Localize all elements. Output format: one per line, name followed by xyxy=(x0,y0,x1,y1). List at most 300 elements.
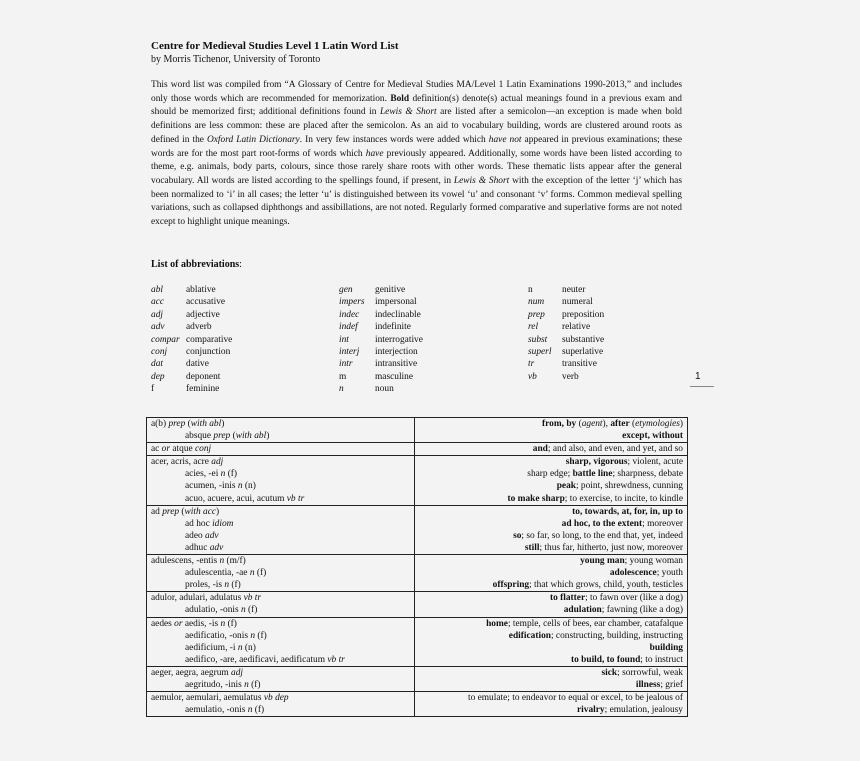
page-number-rule xyxy=(690,386,714,387)
derived-word-line xyxy=(151,430,410,442)
text-run: ; that which grows, child, youth, testicles xyxy=(529,580,683,591)
text-run: proles, -is xyxy=(185,580,225,591)
text-run: young man xyxy=(580,556,625,567)
definition-line xyxy=(419,679,683,691)
text-run: edification xyxy=(508,630,551,641)
abbreviation-row xyxy=(151,383,232,395)
text-run: are listed after a semicolon—an exception is made when bold definitions are less common: these are placed after the semicolon. As an aid to vocabulary building, words are clustered around roots as defined in the xyxy=(151,107,682,145)
text-run: sick xyxy=(601,667,618,678)
abbreviation-meaning: noun xyxy=(375,384,394,395)
text-run: ; to fawn over (like a dog) xyxy=(585,593,683,604)
abbreviation-meaning: conjunction xyxy=(186,347,231,358)
text-run: This word list was compiled from “A Glossary of Centre for Medieval Studies MA/Level 1 Latin Examinations 1990-2013,” and includes only those words which are recommended for memorization. xyxy=(151,80,682,104)
abbreviation-row xyxy=(528,296,604,308)
abbreviation-meaning: comparative xyxy=(186,334,233,345)
abbreviation-meaning: neuter xyxy=(562,285,586,295)
definition-cell xyxy=(415,555,688,592)
text-run: (f) xyxy=(255,630,267,641)
text-run: vb tr xyxy=(286,493,305,504)
definition-line xyxy=(419,604,683,616)
word-entry-row xyxy=(147,666,688,691)
definition-cell xyxy=(415,418,688,443)
abbreviation-code: prep xyxy=(528,309,545,320)
text-run: (f) xyxy=(254,568,267,579)
text-run: peak xyxy=(556,481,576,492)
text-run: idiom xyxy=(212,518,234,529)
text-run: ; fawning (like a dog) xyxy=(601,605,683,616)
word-entry-row xyxy=(147,555,688,592)
word-entry-row xyxy=(147,592,688,617)
headword-line xyxy=(151,418,410,430)
abbreviation-meaning: intransitive xyxy=(375,359,418,370)
text-run: ( xyxy=(230,431,236,442)
abbreviation-meaning: adjective xyxy=(186,309,220,320)
definition-cell xyxy=(415,456,688,505)
text-run: acer, acris, acre xyxy=(151,457,212,468)
abbreviations-heading xyxy=(151,259,242,270)
text-run: adv xyxy=(205,530,219,541)
text-run: vb tr xyxy=(243,593,262,604)
abbreviation-meaning: numeral xyxy=(562,297,593,308)
text-run: with acc xyxy=(184,506,217,517)
text-run: aemulor, aemulari, aemulatus xyxy=(151,693,264,704)
text-run: prep xyxy=(213,431,231,442)
text-run: n xyxy=(244,679,249,690)
definition-line xyxy=(419,642,683,654)
derived-word-line xyxy=(151,493,410,505)
definition-line xyxy=(419,654,683,666)
text-run: aedes xyxy=(151,618,175,629)
abbreviation-row xyxy=(339,371,423,383)
abbreviation-row xyxy=(339,284,423,296)
abbreviation-row xyxy=(339,346,423,358)
abbreviation-row xyxy=(151,334,232,346)
text-run: prep xyxy=(162,506,180,517)
text-run: (m/f) xyxy=(224,556,246,567)
abbreviation-meaning: interjection xyxy=(375,347,418,358)
derived-word-line xyxy=(151,567,410,579)
abbreviation-meaning: interrogative xyxy=(375,334,423,345)
text-run: with abl xyxy=(190,419,222,429)
abbreviation-code: vb xyxy=(528,371,537,382)
abbreviation-meaning: preposition xyxy=(562,309,605,320)
text-run: building xyxy=(649,642,683,653)
text-run: (f) xyxy=(248,679,261,690)
headword-line xyxy=(151,456,410,468)
text-run: illness xyxy=(635,679,661,690)
text-run: sharp edge; xyxy=(527,469,573,480)
definition-line xyxy=(419,506,683,518)
text-run: ; grief xyxy=(660,679,683,690)
text-run: ; moreover xyxy=(642,518,683,529)
abbreviations-column-2 xyxy=(339,284,423,396)
text-run: adolescence xyxy=(609,568,657,579)
abbreviation-meaning: substantive xyxy=(562,334,605,345)
text-run: adeo xyxy=(185,530,206,541)
text-run: ; temple, cells of bees, ear chamber, catafalque xyxy=(507,618,683,629)
abbreviation-code: num xyxy=(528,297,545,308)
text-run: aedificatio, -onis xyxy=(185,630,251,641)
abbreviation-code: compar xyxy=(151,334,180,345)
text-run: offspring xyxy=(492,580,530,591)
text-run: ( xyxy=(179,506,185,517)
abbreviation-meaning: masculine xyxy=(375,371,414,382)
text-run: adhuc xyxy=(185,542,210,553)
abbreviation-code: dat xyxy=(151,359,163,370)
definition-line xyxy=(419,692,683,704)
abbreviation-row xyxy=(528,346,604,358)
text-run: . In very few instances words were added which xyxy=(299,134,489,145)
headword-line xyxy=(151,667,410,679)
abbreviation-code: interj xyxy=(339,347,360,358)
abbreviation-row xyxy=(151,321,232,333)
text-run: (f) xyxy=(252,705,265,716)
definition-line xyxy=(419,493,683,505)
text-run: ; young woman xyxy=(624,556,683,567)
abbreviation-row xyxy=(151,309,232,321)
definition-cell xyxy=(415,443,688,456)
text-run: (f) xyxy=(245,605,258,616)
definition-cell xyxy=(415,505,688,554)
latin-headword-cell xyxy=(147,617,415,666)
text-run: (f) xyxy=(229,580,241,591)
text-run: aedificium, -i xyxy=(185,642,238,653)
text-run: to, towards, at, for, in, up to xyxy=(572,506,683,517)
definition-line xyxy=(419,418,683,430)
latin-headword-cell xyxy=(147,443,415,456)
definition-line xyxy=(419,704,683,716)
text-run: to emulate; to endeavor to equal or excel, to be jealous of xyxy=(467,693,683,704)
word-entry-row xyxy=(147,692,688,717)
abbreviation-row xyxy=(151,296,232,308)
text-run: conj xyxy=(195,444,212,455)
abbreviation-code: n xyxy=(528,285,533,295)
text-run: absque xyxy=(185,431,214,442)
word-entry-row xyxy=(147,456,688,505)
text-run: ; and also, and even, and yet, and so xyxy=(547,444,683,455)
headword-line xyxy=(151,692,410,704)
text-run: ad xyxy=(151,506,163,517)
text-run: aedifico, -are, aedificavi, aedificatum xyxy=(185,654,328,665)
text-run: a(b) xyxy=(151,419,169,429)
definition-line xyxy=(419,430,683,442)
abbreviation-row xyxy=(339,358,423,370)
abbreviation-code: m xyxy=(339,371,347,382)
text-run: adj xyxy=(211,457,224,468)
abbreviation-row xyxy=(528,334,604,346)
abbreviation-code: rel xyxy=(528,322,539,333)
text-run: n xyxy=(240,605,246,616)
text-run: aegritudo, -inis xyxy=(185,679,245,690)
text-run: have xyxy=(365,148,384,159)
definition-line xyxy=(419,480,683,492)
text-run: ; so far, so long, to the end that, yet, indeed xyxy=(521,530,683,541)
latin-headword-cell xyxy=(147,555,415,592)
abbreviation-code: impers xyxy=(339,297,365,308)
text-run: prep xyxy=(168,419,186,429)
text-run: ( xyxy=(629,419,636,429)
text-run: adulation xyxy=(563,605,602,616)
text-run: from, by xyxy=(542,419,577,429)
latin-headword-cell xyxy=(147,418,415,443)
text-run: sharp, vigorous xyxy=(565,457,628,468)
text-run: or xyxy=(174,618,183,629)
headword-line xyxy=(151,555,410,567)
text-run: ; point, shrewdness, cunning xyxy=(575,481,683,492)
abbreviations-column-3 xyxy=(528,284,604,383)
word-entry-row xyxy=(147,617,688,666)
abbreviations-heading-text: List of abbreviations xyxy=(151,259,240,270)
abbreviation-row xyxy=(339,296,423,308)
definition-line xyxy=(419,542,683,554)
text-run: Lewis & Short xyxy=(379,107,437,118)
text-run: ; youth xyxy=(656,568,683,579)
text-run: vb dep xyxy=(263,693,289,704)
text-run: ( xyxy=(576,419,582,429)
text-run: or xyxy=(161,444,171,455)
abbreviation-code: tr xyxy=(528,359,535,370)
text-run: n xyxy=(247,705,253,716)
definition-line xyxy=(419,456,683,468)
text-run: to build, to found xyxy=(570,654,641,665)
text-run: (n) xyxy=(242,642,256,653)
text-run: ), xyxy=(602,419,611,429)
text-run: (f) xyxy=(225,618,237,629)
latin-headword-cell xyxy=(147,666,415,691)
text-run: ; to instruct xyxy=(640,654,683,665)
text-run: rivalry xyxy=(577,705,605,716)
abbreviation-meaning: superlative xyxy=(562,347,604,358)
abbreviation-meaning: impersonal xyxy=(375,297,417,308)
text-run: (n) xyxy=(242,481,256,492)
intro-paragraph xyxy=(151,79,682,230)
text-run: aemulatio, -onis xyxy=(185,705,248,716)
derived-word-line xyxy=(151,630,410,642)
abbreviation-code: indef xyxy=(339,322,358,333)
definition-cell xyxy=(415,692,688,717)
text-run: with the exception of the letter ‘j’ which has been normalized to ‘i’ in all cases; the letter ‘u’ is distinguished between its vowel ‘u’ and consonant ‘v’ forms. Common medieval spelling variations, such as collapsed diphthongs and assibillations, are not noted. Regularly formed comparative and superlative forms are not noted except to highlight unique meanings. xyxy=(151,175,682,228)
abbreviation-code: subst xyxy=(528,334,548,345)
text-run: adulor, adulari, adulatus xyxy=(151,593,244,604)
abbreviation-row xyxy=(339,334,423,346)
headword-line xyxy=(151,618,410,630)
text-run: acuo, acuere, acui, acutum xyxy=(185,493,287,504)
definition-line xyxy=(419,555,683,567)
abbreviation-code: f xyxy=(151,384,155,395)
abbreviation-row xyxy=(151,284,232,296)
text-run: adulescentia, -ae xyxy=(185,568,250,579)
definition-line xyxy=(419,618,683,630)
abbreviation-row xyxy=(528,284,604,296)
word-entry-row xyxy=(147,505,688,554)
abbreviation-meaning: ablative xyxy=(186,285,216,295)
text-run: ; sorrowful, weak xyxy=(617,667,683,678)
text-run: ) xyxy=(679,419,683,429)
abbreviation-row xyxy=(339,309,423,321)
abbreviation-row xyxy=(151,371,232,383)
text-run: Oxford Latin Dictionary xyxy=(207,134,300,145)
text-run: after xyxy=(610,419,630,429)
text-run: atque xyxy=(170,444,196,455)
definition-cell xyxy=(415,666,688,691)
text-run: ; to exercise, to incite, to kindle xyxy=(564,493,683,504)
latin-headword-cell xyxy=(147,456,415,505)
abbreviation-meaning: dative xyxy=(186,359,209,370)
document-author: by Morris Tichenor, University of Toronto xyxy=(151,54,321,65)
text-run: n xyxy=(224,580,230,591)
derived-word-line xyxy=(151,480,410,492)
abbreviation-row xyxy=(339,321,423,333)
abbreviation-row xyxy=(528,309,604,321)
headword-line xyxy=(151,443,410,455)
abbreviation-code: gen xyxy=(339,285,353,295)
derived-word-line xyxy=(151,468,410,480)
text-run: acumen, -inis xyxy=(185,481,238,492)
abbreviation-meaning: feminine xyxy=(186,384,220,395)
derived-word-line xyxy=(151,542,410,554)
abbreviation-meaning: deponent xyxy=(186,371,221,382)
text-run: adj xyxy=(231,667,244,678)
definition-cell xyxy=(415,592,688,617)
abbreviation-row xyxy=(151,346,232,358)
abbreviation-meaning: genitive xyxy=(375,285,406,295)
latin-headword-cell xyxy=(147,592,415,617)
text-run: to flatter xyxy=(549,593,586,604)
text-run: (f) xyxy=(225,469,238,480)
derived-word-line xyxy=(151,679,410,691)
abbreviation-row xyxy=(528,371,604,383)
text-run: to make sharp xyxy=(507,493,565,504)
text-run: ( xyxy=(185,419,191,429)
word-entry-row xyxy=(147,443,688,456)
definition-line xyxy=(419,530,683,542)
abbreviation-row xyxy=(528,321,604,333)
abbreviation-row xyxy=(528,358,604,370)
text-run: n xyxy=(220,618,226,629)
abbreviation-code: conj xyxy=(151,347,168,358)
text-run: vb tr xyxy=(327,654,345,665)
definition-line xyxy=(419,567,683,579)
abbreviation-code: n xyxy=(339,384,344,395)
text-run: ) xyxy=(221,419,225,429)
derived-word-line xyxy=(151,704,410,716)
abbreviation-row xyxy=(151,358,232,370)
text-run: ; emulation, jealousy xyxy=(604,705,683,716)
text-run: home xyxy=(486,618,508,629)
abbreviation-meaning: indefinite xyxy=(375,322,411,333)
text-run: appeared in previous examinations; these words are for the most part root-forms of words which xyxy=(151,134,683,159)
abbreviation-meaning: verb xyxy=(562,371,579,382)
text-run: ) xyxy=(216,506,220,517)
text-run: and xyxy=(532,444,548,455)
abbreviation-code: intr xyxy=(339,359,353,370)
text-run: have not xyxy=(488,134,522,145)
definition-line xyxy=(419,592,683,604)
text-run: still xyxy=(524,542,540,553)
derived-word-line xyxy=(151,642,410,654)
derived-word-line xyxy=(151,654,410,666)
text-run: n xyxy=(220,469,226,480)
text-run: adv xyxy=(209,542,224,553)
text-run: ad hoc, to the extent xyxy=(561,518,643,529)
text-run: n xyxy=(250,630,256,641)
text-run: Lewis & Short xyxy=(453,175,510,186)
abbreviation-meaning: accusative xyxy=(186,297,226,308)
abbreviations-heading-colon: : xyxy=(239,259,242,270)
text-run: agent xyxy=(581,419,603,429)
abbreviation-code: indec xyxy=(339,309,360,320)
text-run: n xyxy=(219,556,225,567)
latin-headword-cell xyxy=(147,692,415,717)
derived-word-line xyxy=(151,579,410,591)
abbreviation-code: adj xyxy=(151,309,163,320)
text-run: ac xyxy=(151,444,162,455)
text-run: acies, -ei xyxy=(185,469,221,480)
text-run: etymologies xyxy=(635,419,680,429)
abbreviation-meaning: indeclinable xyxy=(375,309,421,320)
text-run: adulescens, -entis xyxy=(151,556,220,567)
text-run: definition(s) denote(s) actual meanings found in a previous exam and should be memorized first; additional definitions found in xyxy=(151,93,682,118)
abbreviation-row xyxy=(339,383,423,395)
headword-line xyxy=(151,592,410,604)
headword-line xyxy=(151,506,410,518)
text-run: ; thus far, hitherto, just now, moreover xyxy=(539,542,683,553)
abbreviations-column-1 xyxy=(151,284,232,396)
text-run: aedis, -is xyxy=(182,618,221,629)
definition-line xyxy=(419,630,683,642)
text-run: previously appeared. Additionally, some words have been listed according to theme, e.g. animals, body parts, colours, since those rarely share roots with other words. These thematic lists appear after the general vocabulary. All words are listed according to the spellings found, if present, in xyxy=(151,148,682,186)
page-number: 1 xyxy=(695,371,701,382)
text-run: aeger, aegra, aegrum xyxy=(151,667,232,678)
definition-line xyxy=(419,667,683,679)
text-run: n xyxy=(237,481,243,492)
derived-word-line xyxy=(151,518,410,530)
text-run: ; sharpness, debate xyxy=(612,469,683,480)
text-run: ; constructing, building, instructing xyxy=(550,630,683,641)
text-run: battle line xyxy=(572,469,613,480)
abbreviation-meaning: relative xyxy=(562,322,591,333)
text-run: ; violent, acute xyxy=(627,457,683,468)
abbreviation-code: acc xyxy=(151,297,165,308)
abbreviation-meaning: adverb xyxy=(186,322,212,333)
abbreviation-code: abl xyxy=(151,285,163,295)
word-list-table xyxy=(146,417,688,717)
abbreviation-code: superl xyxy=(528,347,552,358)
text-run: n xyxy=(249,568,255,579)
definition-line xyxy=(419,579,683,591)
text-run: with abl xyxy=(235,431,267,442)
definition-line xyxy=(419,443,683,455)
abbreviation-code: adv xyxy=(151,322,165,333)
text-run: so xyxy=(513,530,522,541)
abbreviation-meaning: transitive xyxy=(562,359,597,370)
definition-line xyxy=(419,518,683,530)
text-run: n xyxy=(237,642,243,653)
text-run: adulatio, -onis xyxy=(185,605,241,616)
abbreviation-code: dep xyxy=(151,371,165,382)
derived-word-line xyxy=(151,530,410,542)
document-title: Centre for Medieval Studies Level 1 Latin Word List xyxy=(151,40,399,52)
text-run: ad hoc xyxy=(185,518,213,529)
latin-headword-cell xyxy=(147,505,415,554)
text-run: Bold xyxy=(390,93,410,104)
abbreviation-code: int xyxy=(339,334,349,345)
word-entry-row xyxy=(147,418,688,443)
definition-cell xyxy=(415,617,688,666)
definition-line xyxy=(419,468,683,480)
derived-word-line xyxy=(151,604,410,616)
text-run: except, without xyxy=(622,431,683,442)
